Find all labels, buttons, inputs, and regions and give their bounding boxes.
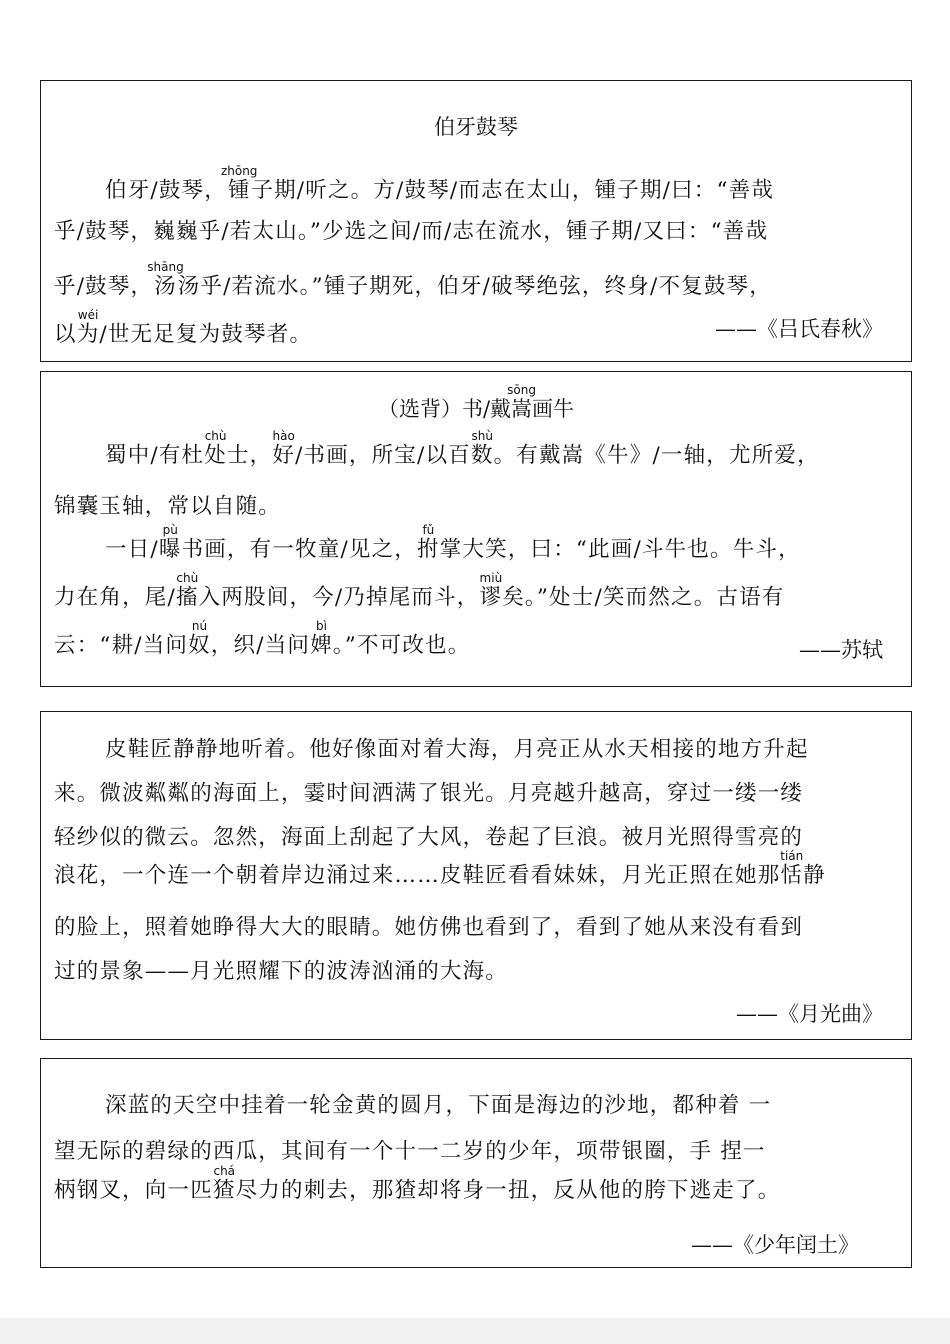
pinyin-annotation: nú <box>188 619 211 633</box>
pinyin-annotation: chá <box>212 1164 236 1178</box>
text-line: 一日/曝pù书画，有一牧童/见之，拊fǔ掌大笑，曰：“此画/斗牛也。牛斗， <box>105 523 801 562</box>
pinyin-annotation: zhōng <box>220 164 258 178</box>
passage-box-moonlight-sonata <box>40 711 912 1040</box>
pinyin-annotation: bì <box>310 619 333 633</box>
pinyin-annotation: sōng <box>507 383 536 397</box>
pinyin-annotation: fǔ <box>417 523 440 537</box>
passage-source: ——苏轼 <box>799 638 883 662</box>
text-line: 云：“耕/当问奴nú，织/当问婢bì。”不可改也。 <box>54 619 471 658</box>
text-line: 轻纱似的微云。忽然，海面上刮起了大风，卷起了巨浪。被月光照得雪亮的 <box>54 825 804 850</box>
text-line: 蜀中/有杜处chù士，好hào/书画，所宝/以百数shù。有戴嵩《牛》/一轴，尤所爱， <box>105 429 820 468</box>
pinyin-annotation: wéi <box>76 308 100 322</box>
text-line: 乎/鼓琴，巍巍乎/若太山。”少选之间/而/志在流水，锺子期/又曰：“善哉 <box>54 219 769 244</box>
text-line: 柄钢叉，向一匹猹chá尽力的刺去，那猹却将身一扭，反从他的胯下逃走了。 <box>54 1164 781 1203</box>
text-line: 伯牙/鼓琴，锺zhōng子期/听之。方/鼓琴/而志在太山，锺子期/曰：“善哉 <box>105 164 775 203</box>
passage-source: ——《少年闰土》 <box>691 1233 859 1257</box>
text-line: 望无际的碧绿的西瓜，其间有一个十一二岁的少年，项带银圈，手 捏一 <box>54 1139 766 1164</box>
passage-title: （选背）书/戴嵩sōng画牛 <box>377 383 575 421</box>
passage-source: ——《吕氏春秋》 <box>715 317 883 341</box>
pinyin-annotation: pù <box>158 523 182 537</box>
text-line: 乎/鼓琴，汤shāng汤乎/若流水。”锺子期死，伯牙/破琴绝弦，终身/不复鼓琴， <box>54 260 772 299</box>
text-line: 的脸上，照着她睁得大大的眼睛。她仿佛也看到了，看到了她从来没有看到 <box>54 915 804 940</box>
passage-box-boya-guqin <box>40 80 912 362</box>
pinyin-annotation: tián <box>780 849 804 863</box>
text-line: 锦囊玉轴，常以自随。 <box>54 494 282 519</box>
text-line: 深蓝的天空中挂着一轮金黄的圆月，下面是海边的沙地，都种着 一 <box>105 1093 772 1118</box>
text-line: 过的景象——月光照耀下的波涛汹涌的大海。 <box>54 959 509 984</box>
pinyin-annotation: miù <box>479 571 503 585</box>
text-line: 浪花，一个连一个朝着岸边涌过来……皮鞋匠看看妹妹，月光正照在她那恬tián静 <box>54 849 826 888</box>
pinyin-annotation: hào <box>272 429 296 443</box>
passage-box-runtu <box>40 1058 912 1268</box>
pinyin-annotation: shāng <box>147 260 184 274</box>
pinyin-annotation: shù <box>470 429 494 443</box>
pinyin-annotation: chù <box>175 571 199 585</box>
passage-box-daisong-huaniu <box>40 371 912 687</box>
pinyin-annotation: chù <box>204 429 227 443</box>
passage-title: 伯牙鼓琴 <box>434 115 518 139</box>
text-line: 力在角，尾/搐chù入两股间，今/乃掉尾而斗，谬miù矣。”处士/笑而然之。古语有 <box>54 571 785 610</box>
text-line: 以为wéi/世无足复为鼓琴者。 <box>54 308 313 347</box>
text-line: 皮鞋匠静静地听着。他好像面对着大海，月亮正从水天相接的地方升起 <box>105 737 809 762</box>
text-line: 来。微波粼粼的海面上，霎时间洒满了银光。月亮越升越高，穿过一缕一缕 <box>54 781 804 806</box>
page-bottom-margin <box>0 1318 950 1344</box>
passage-source: ——《月光曲》 <box>736 1002 883 1026</box>
